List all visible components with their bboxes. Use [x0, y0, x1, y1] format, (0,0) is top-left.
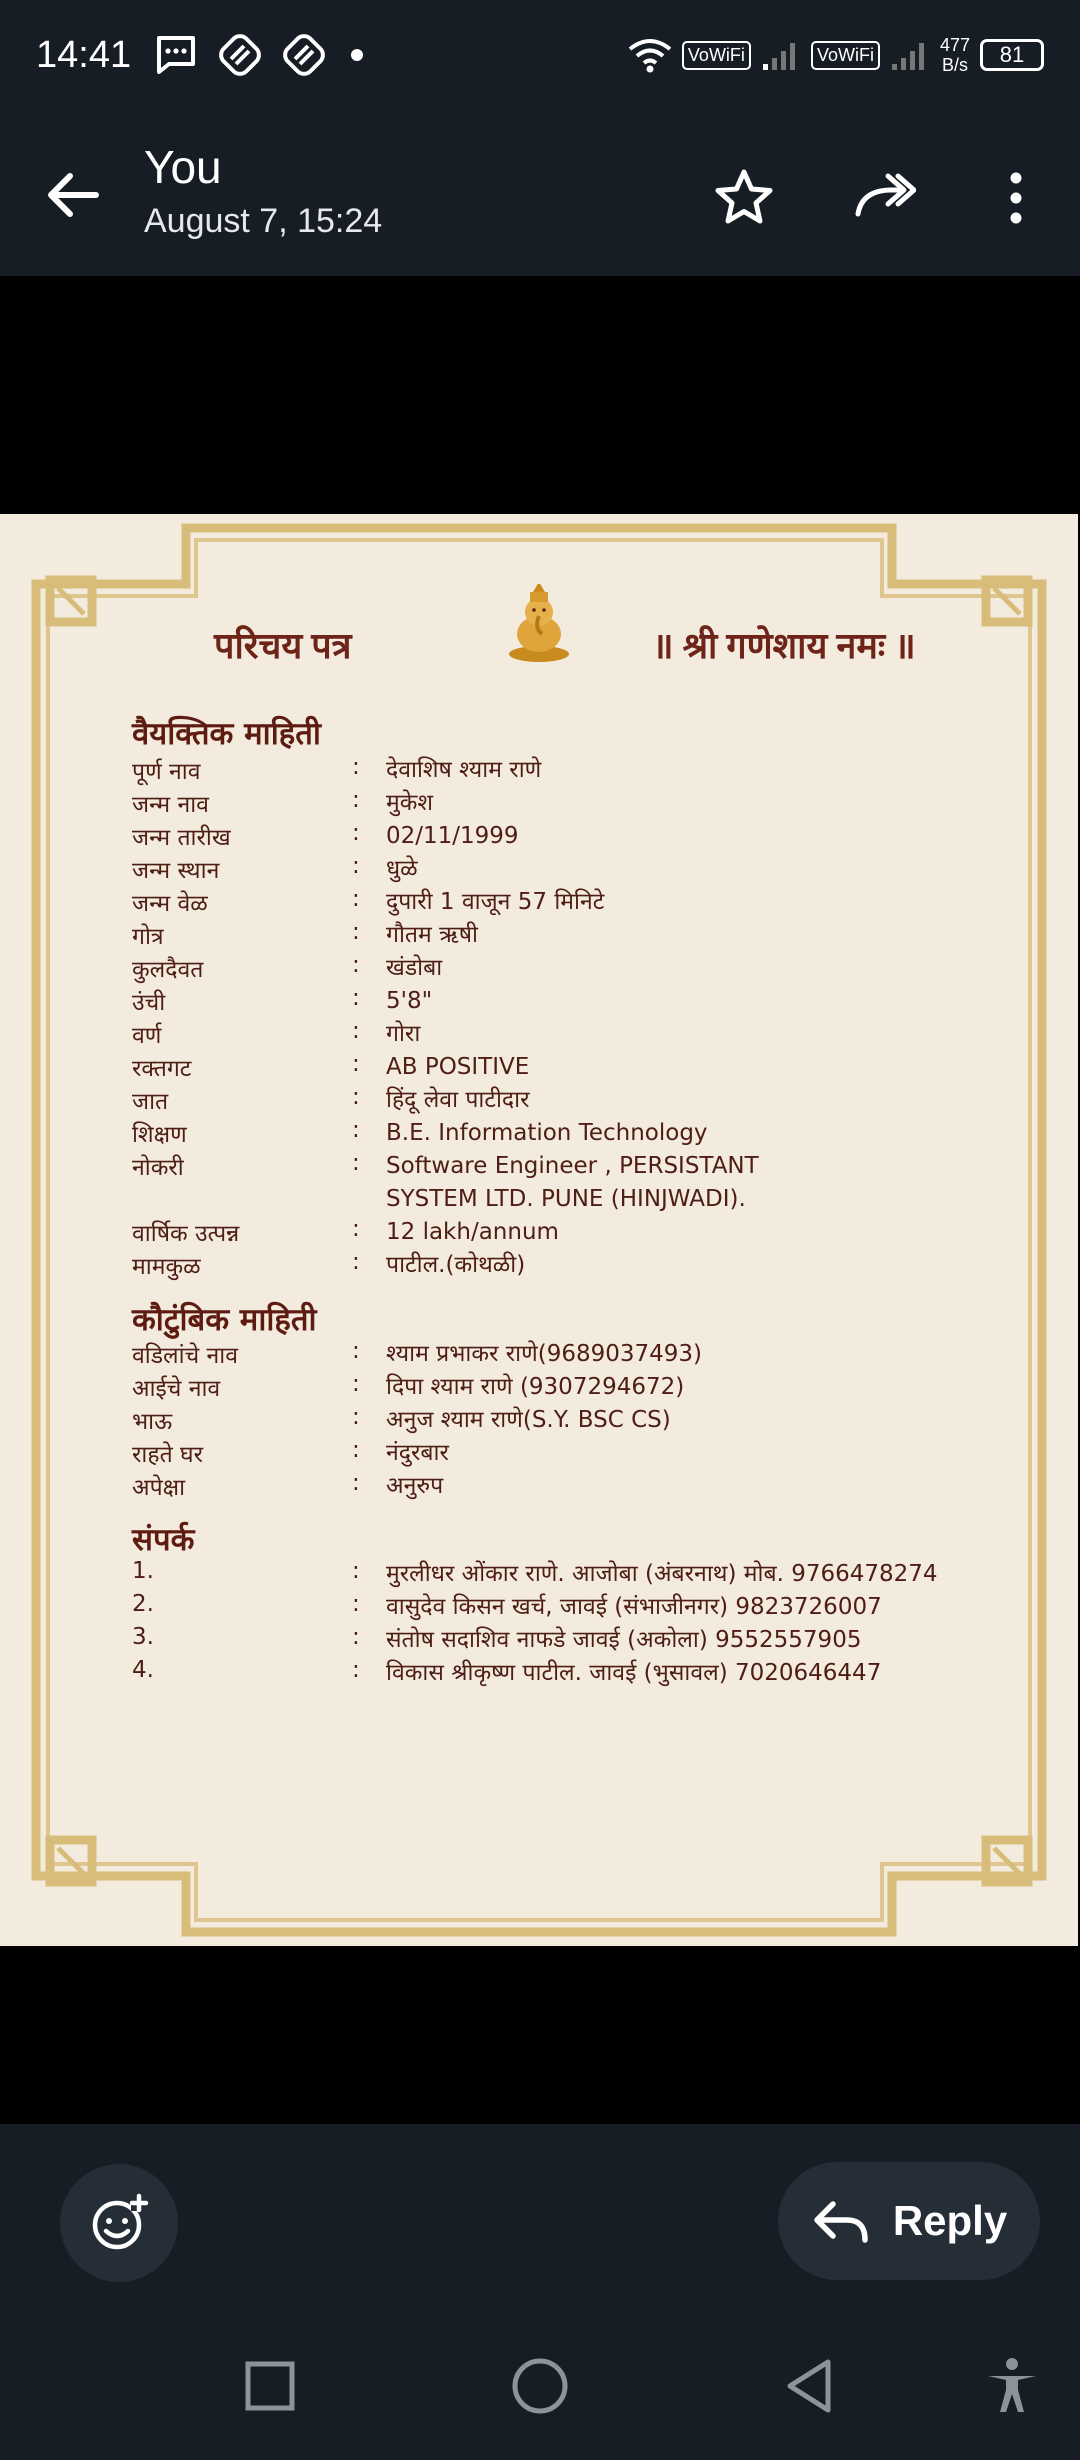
info-colon: : [352, 1249, 360, 1275]
info-label: 1. [132, 1558, 154, 1584]
info-colon: : [352, 886, 360, 912]
info-value: 02/11/1999 [386, 823, 519, 849]
info-label: शिक्षण [132, 1122, 187, 1148]
status-time: 14:41 [36, 33, 132, 76]
section-heading-family: कौटुंबिक माहिती [132, 1302, 317, 1338]
info-label: भाऊ [132, 1409, 173, 1435]
viewer-header [0, 110, 1080, 276]
info-colon: : [352, 820, 360, 846]
info-label: रक्तगट [132, 1056, 192, 1082]
back-arrow-icon[interactable] [40, 162, 106, 228]
info-colon: : [352, 1624, 360, 1650]
info-value: अनुरुप [386, 1473, 444, 1499]
info-colon: : [352, 1657, 360, 1683]
vowifi-badge: VoWiFi [682, 41, 751, 70]
net-speed-unit: B/s [941, 55, 968, 75]
reply-icon [811, 2196, 871, 2246]
info-value: मुकेश [386, 790, 434, 816]
info-colon: : [352, 787, 360, 813]
message-timestamp: August 7, 15:24 [144, 202, 383, 240]
wifi-icon [628, 37, 672, 73]
info-colon: : [352, 1371, 360, 1397]
info-label: 2. [132, 1591, 154, 1617]
more-notifications-dot [351, 49, 363, 61]
info-colon: : [352, 952, 360, 978]
status-bar [0, 0, 1080, 110]
more-options-icon[interactable] [984, 166, 1048, 230]
info-label: नोकरी [132, 1155, 184, 1181]
info-value: श्याम प्रभाकर राणे(9689037493) [386, 1341, 703, 1367]
info-colon: : [352, 985, 360, 1011]
add-emoji-icon [89, 2193, 149, 2253]
info-value: पाटील.(कोथळी) [386, 1252, 526, 1278]
reply-label: Reply [892, 2197, 1008, 2244]
info-label: जन्म तारीख [132, 825, 231, 851]
info-value: गौतम ऋषी [386, 922, 478, 948]
signal-icon [761, 38, 801, 72]
net-speed-value: 477 [939, 35, 970, 55]
info-label: मामकुळ [132, 1254, 201, 1280]
info-colon: : [352, 1591, 360, 1617]
info-label: 4. [132, 1657, 154, 1683]
star-icon[interactable] [712, 166, 776, 230]
ganesha-icon [506, 584, 572, 664]
info-label: गोत्र [132, 924, 164, 950]
biodata-image[interactable] [0, 514, 1078, 1946]
info-value: धुळे [386, 856, 418, 882]
info-value: B.E. Information Technology [386, 1120, 708, 1146]
info-label: जन्म वेळ [132, 891, 208, 917]
info-label: वार्षिक उत्पन्न [132, 1221, 240, 1247]
info-value: नंदुरबार [386, 1440, 449, 1466]
info-value: दुपारी 1 वाजून 57 मिनिटे [386, 889, 605, 915]
info-colon: : [352, 1470, 360, 1496]
info-value: Software Engineer , PERSISTANT SYSTEM LTD. PUNE (HINJWADI). [386, 1153, 759, 1212]
info-colon: : [352, 1338, 360, 1364]
info-value: खंडोबा [386, 955, 443, 981]
info-colon: : [352, 919, 360, 945]
info-label: 3. [132, 1624, 154, 1650]
battery-level: 81 [999, 42, 1025, 67]
home-icon[interactable] [510, 2356, 570, 2416]
battery-icon [980, 39, 1044, 71]
info-label: उंची [132, 990, 166, 1016]
info-value: विकास श्रीकृष्ण पाटील. जावई (भुसावल) 7020646447 [386, 1660, 882, 1686]
info-value: गोरा [386, 1021, 421, 1047]
net-speed [940, 35, 970, 75]
info-value: मुरलीधर ओंकार राणे. आजोबा (अंबरनाथ) मोब. 9766478274 [386, 1561, 938, 1587]
info-colon: : [352, 754, 360, 780]
signal-icon-2 [890, 38, 930, 72]
app-notification-icon-2 [281, 32, 327, 78]
info-label: जन्म नाव [132, 792, 209, 818]
info-value: अनुज श्याम राणे(S.Y. BSC CS) [386, 1407, 671, 1433]
accessibility-icon[interactable] [982, 2356, 1042, 2416]
app-notification-icon [217, 32, 263, 78]
info-colon: : [352, 1216, 360, 1242]
info-colon: : [352, 1437, 360, 1463]
info-colon: : [352, 1084, 360, 1110]
info-label: राहते घर [132, 1442, 203, 1468]
recents-icon[interactable] [240, 2356, 300, 2416]
info-colon: : [352, 1150, 360, 1176]
info-value: 5'8" [386, 988, 433, 1014]
info-colon: : [352, 853, 360, 879]
info-value: हिंदू लेवा पाटीदार [386, 1087, 530, 1113]
info-label: अपेक्षा [132, 1475, 186, 1501]
action-bar [0, 2124, 1080, 2322]
info-label: वडिलांचे नाव [132, 1343, 239, 1369]
message-notification-icon [153, 32, 199, 78]
info-label: जात [132, 1089, 169, 1115]
info-value: संतोष सदाशिव नाफडे जावई (अकोला) 9552557905 [386, 1627, 862, 1653]
info-colon: : [352, 1404, 360, 1430]
info-label: जन्म स्थान [132, 858, 220, 884]
info-colon: : [352, 1018, 360, 1044]
reply-button[interactable] [778, 2162, 1040, 2280]
info-value: AB POSITIVE [386, 1054, 530, 1080]
info-label: कुलदैवत [132, 957, 204, 983]
info-colon: : [352, 1558, 360, 1584]
info-label: पूर्ण नाव [132, 759, 201, 785]
sender-name: You [144, 141, 222, 193]
back-icon[interactable] [780, 2356, 840, 2416]
info-label: वर्ण [132, 1023, 162, 1049]
info-label: आईचे नाव [132, 1376, 221, 1402]
info-value: देवाशिष श्याम राणे [386, 757, 542, 783]
forward-icon[interactable] [852, 166, 916, 230]
info-colon: : [352, 1117, 360, 1143]
section-heading-contact: संपर्क [132, 1522, 195, 1558]
system-nav-bar [0, 2322, 1080, 2460]
add-reaction-button[interactable] [60, 2164, 178, 2282]
info-colon: : [352, 1051, 360, 1077]
section-heading-personal: वैयक्तिक माहिती [132, 716, 321, 752]
document-invocation: ॥ श्री गणेशाय नमः ॥ [652, 626, 916, 666]
vowifi-badge-2: VoWiFi [811, 41, 880, 70]
info-value: वासुदेव किसन खर्च, जावई (संभाजीनगर) 9823726007 [386, 1594, 882, 1620]
info-value: दिपा श्याम राणे (9307294672) [386, 1374, 685, 1400]
document-title: परिचय पत्र [214, 626, 352, 666]
info-value: 12 lakh/annum [386, 1219, 559, 1245]
